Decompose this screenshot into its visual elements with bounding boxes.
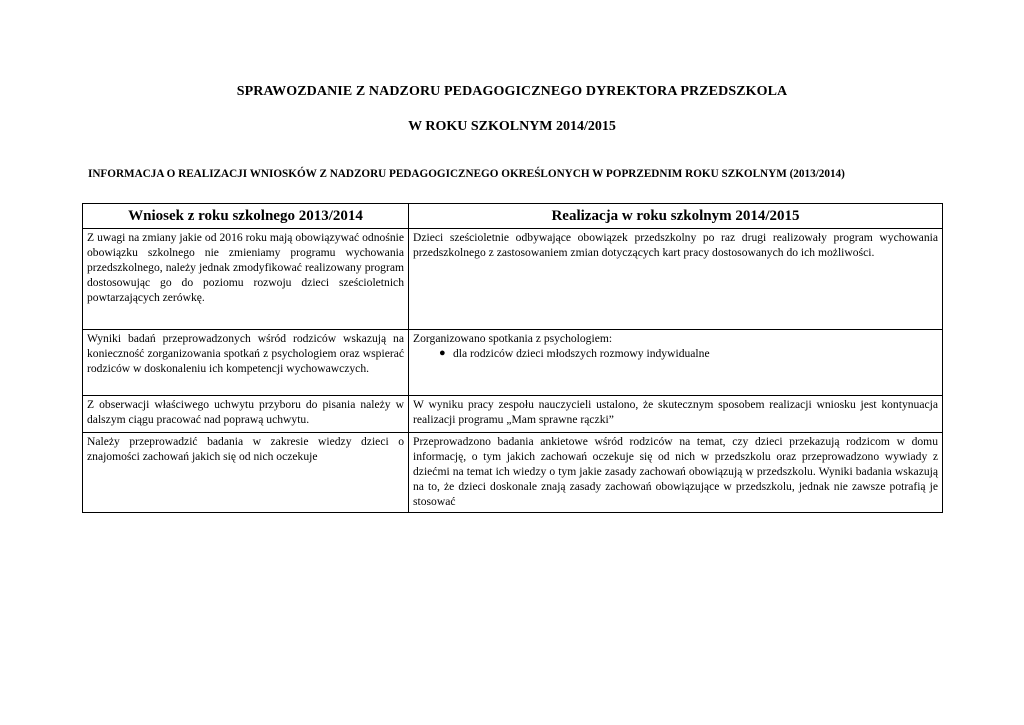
realizacja-text: Zorganizowano spotkania z psychologiem: <box>413 332 613 345</box>
bullet-list <box>413 346 938 361</box>
table-row <box>83 433 943 513</box>
report-subtitle: W ROKU SZKOLNYM 2014/2015 <box>408 119 616 134</box>
column-header-wniosek: Wniosek z roku szkolnego 2013/2014 <box>83 204 409 229</box>
wniosek-cell: Z uwagi na zmiany jakie od 2016 roku mają obowiązywać odnośnie obowiązku szkolnego nie zmieniamy programu wychowania przedszkolnego, należy jednak zmodyfikować realizowany program dostosowując go do poziomu rozwoju dzieci sześcioletnich powtarzających zerówkę. <box>83 229 409 330</box>
list-item-text: dla rodziców dzieci młodszych rozmowy indywidualne <box>453 347 710 360</box>
table-row <box>83 396 943 433</box>
wniosek-cell: Z obserwacji właściwego uchwytu przyboru do pisania należy w dalszym ciągu pracować nad poprawą uchwytu. <box>83 396 409 433</box>
realizacja-cell: Przeprowadzono badania ankietowe wśród rodziców na temat, czy dzieci przekazują rodzicom w domu informację, o tym jakich zachowań oczekuje się od nich w przedszkolu oraz przeprowadzono wywiady z dziećmi na temat ich wiedzy o tym jakie zasady zachowań obowiązują w przedszkolu. Wyniki badania wskazują na to, że dzieci doskonale znają zasady zachowań obowiązujące w przedszkolu, jednak nie zawsze potrafią je stosować <box>409 433 943 513</box>
wniosek-cell: Należy przeprowadzić badania w zakresie wiedzy dzieci o znajomości zachowań jakich się od nich oczekuje <box>83 433 409 513</box>
wniosek-cell: Wyniki badań przeprowadzonych wśród rodziców wskazują na konieczność zorganizowania spotkań z psychologiem oraz wspierać rodziców w doskonaleniu ich kompetencji wychowawczych. <box>83 330 409 396</box>
table-header-row <box>83 204 943 229</box>
column-header-realizacja: Realizacja w roku szkolnym 2014/2015 <box>409 204 943 229</box>
bullet-icon: ● <box>439 347 446 359</box>
list-item <box>439 346 938 361</box>
report-table <box>82 203 943 513</box>
report-title: SPRAWOZDANIE Z NADZORU PEDAGOGICZNEGO DYREKTORA PRZEDSZKOLA <box>236 84 788 99</box>
table-row <box>83 229 943 330</box>
realizacja-cell: Dzieci sześcioletnie odbywające obowiązek przedszkolny po raz drugi realizowały program wychowania przedszkolnego z zastosowaniem zmian dotyczących kart pracy dostosowanych do ich możliwości. <box>409 229 943 330</box>
realizacja-cell: W wyniku pracy zespołu nauczycieli ustalono, że skutecznym sposobem realizacji wniosku jest kontynuacja realizacji programu „Mam sprawne rączki” <box>409 396 943 433</box>
table-row <box>83 330 943 396</box>
realizacja-cell <box>409 330 943 396</box>
section-heading: INFORMACJA O REALIZACJI WNIOSKÓW Z NADZORU PEDAGOGICZNEGO OKREŚLONYCH W POPRZEDNIM ROKU SZKOLNYM (2013/2014) <box>88 168 845 180</box>
